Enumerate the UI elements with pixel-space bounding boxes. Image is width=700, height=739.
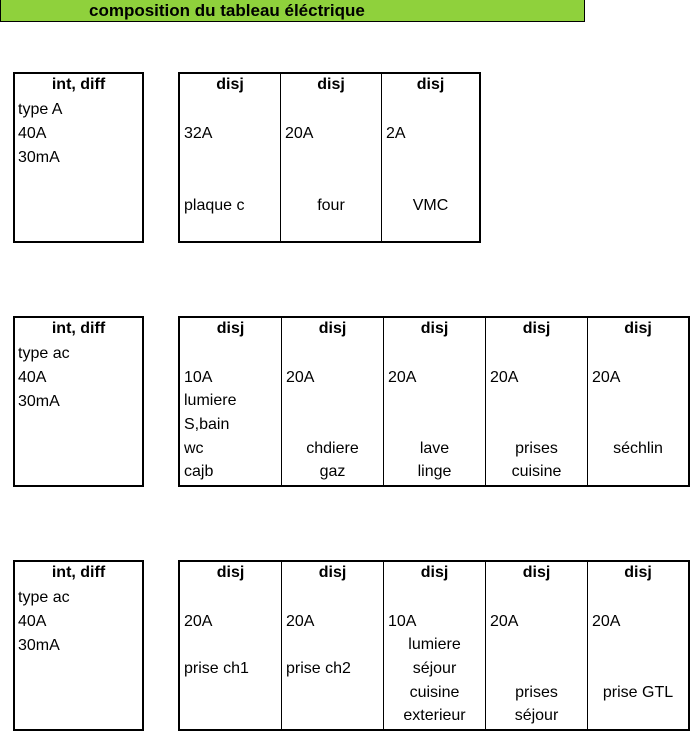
breaker-amp: 20A bbox=[592, 613, 621, 630]
breaker-group bbox=[178, 560, 690, 731]
differential-switch-box bbox=[13, 560, 144, 731]
diff-sensitivity: 30mA bbox=[18, 637, 60, 654]
breaker-amp: 20A bbox=[388, 369, 417, 386]
breaker-label: lave bbox=[419, 440, 450, 457]
breaker-cell bbox=[282, 318, 384, 485]
breaker-label: lumiere bbox=[184, 392, 237, 409]
breaker-amp: 32A bbox=[184, 125, 213, 142]
diff-sensitivity: 30mA bbox=[18, 149, 60, 166]
breaker-cell bbox=[588, 318, 688, 485]
breaker-amp: 20A bbox=[286, 369, 315, 386]
breaker-cell bbox=[384, 562, 486, 729]
breaker-head: disj bbox=[416, 76, 445, 93]
breaker-label: plaque c bbox=[184, 197, 245, 214]
breaker-label: linge bbox=[417, 463, 452, 480]
breaker-cell bbox=[588, 562, 688, 729]
breaker-label: prise ch1 bbox=[184, 660, 249, 677]
breaker-label: VMC bbox=[412, 197, 449, 214]
breaker-head: disj bbox=[624, 564, 652, 581]
diff-amp: 40A bbox=[18, 369, 47, 386]
diff-head: int, diff bbox=[51, 76, 106, 93]
breaker-head: disj bbox=[624, 320, 652, 337]
diff-amp: 40A bbox=[18, 613, 47, 630]
breaker-cell bbox=[382, 74, 479, 241]
breaker-label: séjour bbox=[412, 660, 457, 677]
breaker-label: cuisine bbox=[409, 684, 460, 701]
breaker-label: cuisine bbox=[511, 463, 562, 480]
page-title: composition du tableau éléctrique bbox=[89, 1, 365, 20]
breaker-label: exterieur bbox=[403, 707, 466, 724]
breaker-cell bbox=[486, 318, 588, 485]
breaker-head: disj bbox=[317, 76, 345, 93]
breaker-label: prise ch2 bbox=[286, 660, 351, 677]
breaker-head: disj bbox=[420, 320, 449, 337]
diff-sensitivity: 30mA bbox=[18, 393, 60, 410]
breaker-amp: 20A bbox=[286, 613, 315, 630]
breaker-amp: 20A bbox=[490, 369, 519, 386]
breaker-head: disj bbox=[522, 564, 551, 581]
breaker-head: disj bbox=[420, 564, 449, 581]
breaker-label: wc bbox=[184, 440, 204, 457]
diff-type: type ac bbox=[18, 345, 70, 362]
breaker-head: disj bbox=[216, 320, 245, 337]
diff-amp: 40A bbox=[18, 125, 47, 142]
differential-switch-box bbox=[13, 316, 144, 487]
breaker-cell bbox=[281, 74, 382, 241]
breaker-label: prises bbox=[515, 684, 558, 701]
breaker-head: disj bbox=[318, 564, 347, 581]
breaker-amp: 10A bbox=[388, 613, 417, 630]
breaker-cell bbox=[486, 562, 588, 729]
breaker-group bbox=[178, 316, 690, 487]
breaker-label: four bbox=[317, 197, 345, 214]
breaker-head: disj bbox=[318, 320, 347, 337]
breaker-cell bbox=[180, 562, 282, 729]
breaker-label: prises bbox=[515, 440, 558, 457]
breaker-head: disj bbox=[216, 564, 245, 581]
diff-head: int, diff bbox=[51, 564, 106, 581]
diff-head: int, diff bbox=[51, 320, 106, 337]
breaker-label: lumiere bbox=[408, 636, 461, 653]
breaker-label: gaz bbox=[319, 463, 346, 480]
breaker-label: séchlin bbox=[613, 440, 663, 457]
differential-switch-box bbox=[13, 72, 144, 243]
diff-type: type A bbox=[18, 101, 63, 118]
breaker-amp: 20A bbox=[184, 613, 213, 630]
breaker-label: cajb bbox=[184, 463, 214, 480]
breaker-cell bbox=[282, 562, 384, 729]
breaker-label: prise GTL bbox=[602, 684, 674, 701]
breaker-label: S,bain bbox=[184, 416, 230, 433]
breaker-head: disj bbox=[216, 76, 244, 93]
breaker-amp: 2A bbox=[386, 125, 406, 142]
breaker-cell bbox=[180, 74, 281, 241]
breaker-amp: 20A bbox=[592, 369, 621, 386]
breaker-label: séjour bbox=[514, 707, 559, 724]
diff-type: type ac bbox=[18, 589, 70, 606]
breaker-amp: 20A bbox=[490, 613, 519, 630]
breaker-cell bbox=[384, 318, 486, 485]
breaker-label: chdiere bbox=[306, 440, 359, 457]
breaker-group bbox=[178, 72, 481, 243]
breaker-head: disj bbox=[522, 320, 551, 337]
breaker-amp: 20A bbox=[285, 125, 314, 142]
breaker-amp: 10A bbox=[184, 369, 213, 386]
breaker-cell bbox=[180, 318, 282, 485]
title-bar bbox=[0, 0, 585, 22]
